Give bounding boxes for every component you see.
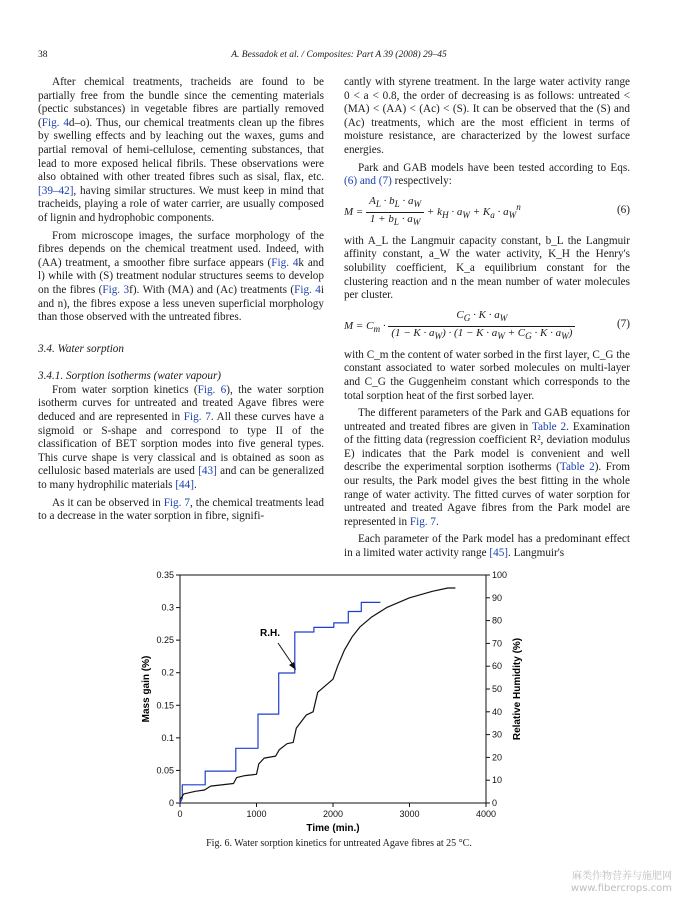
table-link[interactable]: Table 2 bbox=[531, 420, 567, 433]
y2-tick-label: 70 bbox=[492, 638, 503, 649]
paragraph-park-effect: Each parameter of the Park model has a predominant effect in a limited water activity range [45]. Langmuir's bbox=[344, 533, 630, 560]
y-tick-label: 0.2 bbox=[161, 667, 174, 678]
page-number: 38 bbox=[38, 50, 48, 60]
paragraph-treatments: As it can be observed in Fig. 7, the chemical treatments lead to a decrease in the water sorption in fibre, signifi- bbox=[38, 496, 324, 523]
watermark bbox=[571, 871, 672, 895]
y2-tick-label: 80 bbox=[492, 615, 503, 626]
subsection-heading: 3.4.1. Sorption isotherms (water vapour) bbox=[38, 370, 222, 383]
section-heading: 3.4. Water sorption bbox=[38, 342, 124, 355]
y-tick-label: 0 bbox=[168, 798, 174, 808]
paragraph-morphology: From microscope images, the surface morphology of the fibres depends on the chemical treatment used. Indeed, with (AA) treatment, a smoother fibre surface appears (Fig. 4k and l) while with (S) treatment nodular structures seems to develop on the fibres (Fig. 3f). With (MA) and (Ac) treatments (Fig. 4i and n), the fibres expose a less uneven superficial morphology than those observed with the untreated fibres. bbox=[38, 229, 324, 324]
y-tick-label: 0.1 bbox=[161, 732, 174, 743]
y2-tick-label: 30 bbox=[492, 729, 503, 740]
y2-tick-label: 50 bbox=[492, 684, 503, 694]
figure-link[interactable]: Fig. 7 bbox=[183, 411, 211, 424]
equation-6 bbox=[344, 195, 630, 227]
equation-6-body: M = $\frac{A_L \cdot b_L \cdot a_W}{1 + b_L \cdot a_W}$ + $k_H \cdot a_W + K_a \cdot a_W^n$ bbox=[344, 194, 521, 227]
figure-caption: Fig. 6. Water sorption kinetics for untreated Agave fibres at 25 °C. bbox=[206, 838, 472, 849]
y2-tick-label: 10 bbox=[492, 775, 503, 786]
paragraph-tracheids: After chemical treatments, tracheids are found to be partially free from the bundle since the cementing materials (pectic substances) in vegetable fibres are partially removed (Fig. 4d–o). Thus, our chemical treatments clean up the fibres by swelling effects and by leaching out the waxes, gums and partial removal of hemi-cellulose, cementing substances, that lead to more exposed helical fibrils. These observations were also obtained with other treated fibres such as sisal, flax, etc. [39–42], having similar structures. We must keep in mind that tracheids, playing a role of water carrier, are usually composed of lignin and hydrophobic components. bbox=[38, 76, 324, 224]
y2-tick-label: 90 bbox=[492, 592, 503, 603]
equation-7-number: (7) bbox=[616, 317, 630, 330]
y-axis-label: Mass gain (%) bbox=[141, 655, 152, 723]
y2-tick-label: 40 bbox=[492, 706, 503, 717]
running-header bbox=[38, 50, 640, 64]
mass-gain-line bbox=[180, 588, 455, 800]
y2-tick-label: 0 bbox=[492, 798, 498, 808]
right-column bbox=[344, 76, 630, 561]
sorption-kinetics-chart bbox=[141, 565, 530, 843]
figure-link[interactable]: Fig. 6 bbox=[197, 383, 227, 396]
y2-tick-label: 100 bbox=[492, 570, 508, 580]
table-link[interactable]: Table 2 bbox=[559, 461, 595, 474]
paragraph-fitting: The different parameters of the Park and GAB equations for untreated and treated fibres are given in Table 2. Examination of the fitting data (regression coefficient R², deviation modulus E) indicates that the Park model is convenient and well describe the experimental sorption isotherms (Table 2). From our results, the Park model gives the best fitting in the whole range of water activity. The fitted curves of water sorption for untreated and treated Agave fibres from the Park model are represented in Fig. 7. bbox=[344, 407, 630, 528]
y-tick-label: 0.15 bbox=[156, 700, 174, 711]
figure-link[interactable]: Fig. 4 bbox=[294, 283, 321, 296]
watermark-line2: www.fibercrops.com bbox=[570, 883, 672, 894]
running-head: A. Bessadok et al. / Composites: Part A 39 (2008) 29–45 bbox=[231, 50, 447, 60]
equation-7-body: $M = C_m$ · $\frac{C_G \cdot K \cdot a_W}{(1 - K \cdot a_W) \cdot (1 - K \cdot a_W + C_G \cdot K \cdot a_W)}$ bbox=[344, 309, 575, 344]
y-tick-label: 0.3 bbox=[161, 602, 174, 613]
x-tick-label: 0 bbox=[177, 809, 183, 819]
equation-6-number: (6) bbox=[616, 203, 630, 216]
relative-humidity-line bbox=[180, 602, 380, 803]
x-tick-label: 3000 bbox=[399, 809, 420, 819]
y-tick-label: 0.35 bbox=[156, 570, 174, 580]
equation-7 bbox=[344, 309, 630, 341]
figure-link[interactable]: Fig. 7 bbox=[409, 515, 436, 528]
citation-link[interactable]: [39–42] bbox=[38, 184, 74, 197]
paragraph-models: Park and GAB models have been tested according to Eqs. (6) and (7) respectively: bbox=[344, 161, 630, 188]
figure-link[interactable]: Fig. 4 bbox=[271, 256, 299, 269]
rh-annotation-arrow bbox=[278, 643, 296, 670]
figure-link[interactable]: Fig. 4 bbox=[41, 116, 69, 129]
y2-axis-label: Relative Humidity (%) bbox=[512, 637, 523, 741]
left-column bbox=[38, 76, 324, 524]
paragraph-continued: cantly with styrene treatment. In the large water activity range 0 < a < 0.8, the order of decreasing is as follows: untreated < (MA) < (AA) < (Ac) < (S). It can be observed that the (S) and (Ac) treatments, which are the most efficient in terms of moisture resistance, are characterized by the lowest surface energies. bbox=[344, 76, 630, 156]
y2-tick-label: 60 bbox=[492, 661, 503, 672]
x-tick-label: 2000 bbox=[322, 809, 344, 819]
equation-link[interactable]: (6) and (7) bbox=[344, 175, 392, 188]
x-tick-label: 4000 bbox=[475, 809, 497, 819]
paragraph-isotherms: From water sorption kinetics (Fig. 6), the water sorption isotherm curves for untreated and treated Agave fibres were deduced and are represented in Fig. 7. All these curves have a sigmoid or S-shape and correspond to type II of the classification of BET sorption modes into five general types. This curve shape is very classical and is obtained as soon as cellulosic based materials are used [43] and can be generalized to many hydrophilic materials [44]. bbox=[38, 383, 325, 492]
citation-link[interactable]: [45] bbox=[489, 547, 509, 560]
plot-frame bbox=[180, 575, 486, 803]
figure-link[interactable]: Fig. 7 bbox=[163, 496, 190, 509]
y-tick-label: 0.05 bbox=[156, 765, 174, 776]
citation-link[interactable]: [44] bbox=[175, 479, 194, 492]
rh-annotation: R.H. bbox=[260, 628, 280, 639]
figure-link[interactable]: Fig. 3 bbox=[102, 283, 130, 296]
x-tick-label: 1000 bbox=[246, 809, 267, 819]
y2-tick-label: 20 bbox=[492, 752, 503, 763]
watermark-line1: 麻类作物营养与施肥网 bbox=[572, 871, 672, 882]
y-tick-label: 0.25 bbox=[156, 635, 174, 646]
paragraph-gab-params: with C_m the content of water sorbed in the first layer, C_G the constant associated to water sorbed molecules on multi-layer and C_G the Guggenheim constant which corresponds to the total sorption heat of the first sorbed layer. bbox=[344, 348, 630, 402]
paragraph-park-params: with A_L the Langmuir capacity constant, b_L the Langmuir affinity constant, a_W the water activity, K_H the Henry's solubility coefficient, K_a equilibrium constant for the clustering reaction and n the mean number of water molecules per cluster. bbox=[344, 234, 630, 302]
citation-link[interactable]: [43] bbox=[198, 465, 217, 478]
x-axis-label: Time (min.) bbox=[306, 823, 360, 834]
